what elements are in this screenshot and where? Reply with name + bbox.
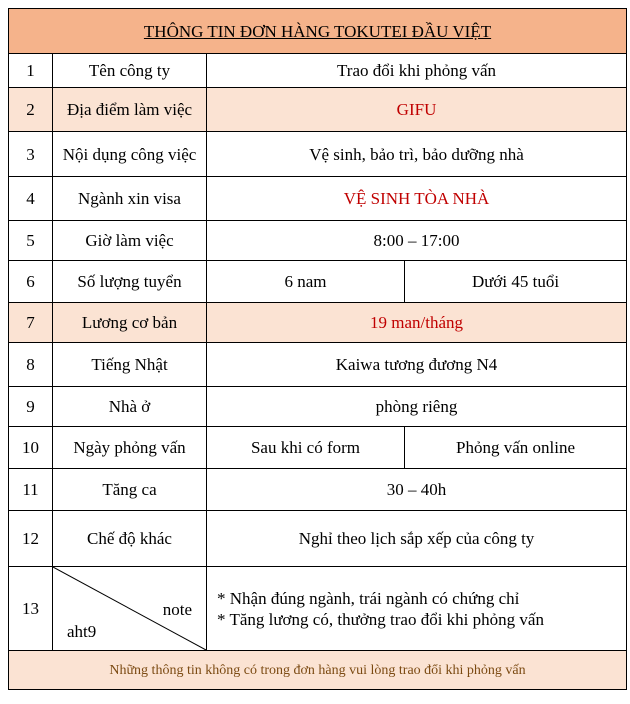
row-value: phòng riêng: [207, 387, 627, 427]
row-label: Ngành xin visa: [53, 177, 207, 221]
row-value: 19 man/tháng: [207, 303, 627, 343]
row-value-b: Phỏng vấn online: [405, 427, 627, 469]
footer-note: Những thông tin không có trong đơn hàng vui lòng trao đổi khi phỏng vấn: [9, 651, 627, 690]
row-number: 4: [9, 177, 53, 221]
row-value: 8:00 – 17:00: [207, 221, 627, 261]
row-label: Ngày phỏng vấn: [53, 427, 207, 469]
row-label: Số lượng tuyển: [53, 261, 207, 303]
table-title: [9, 9, 627, 54]
row-number: 6: [9, 261, 53, 303]
table-row: [9, 54, 627, 88]
table-row: [9, 88, 627, 132]
row-value-a: 6 nam: [207, 261, 405, 303]
row-number: 11: [9, 469, 53, 511]
note-line: * Tăng lương có, thưởng trao đổi khi phỏng vấn: [217, 609, 544, 629]
row-number: 13: [9, 567, 53, 651]
note-line: * Nhận đúng ngành, trái ngành có chứng chỉ: [217, 588, 520, 608]
row-value: Nghỉ theo lịch sắp xếp của công ty: [207, 511, 627, 567]
row-number: 1: [9, 54, 53, 88]
job-order-table: [8, 8, 627, 690]
row-value: GIFU: [207, 88, 627, 132]
notes-cell: [207, 567, 627, 651]
table-row: [9, 261, 627, 303]
table-row: [9, 343, 627, 387]
row-number: 2: [9, 88, 53, 132]
row-value: 30 – 40h: [207, 469, 627, 511]
row-label: Nhà ở: [53, 387, 207, 427]
diagonal-cell: [53, 567, 207, 651]
table-row: [9, 132, 627, 177]
row-label: Giờ làm việc: [53, 221, 207, 261]
table-row: [9, 303, 627, 343]
row-value: Vệ sinh, bảo trì, bảo dưỡng nhà: [207, 132, 627, 177]
row-number: 7: [9, 303, 53, 343]
row-number: 10: [9, 427, 53, 469]
table-row: [9, 469, 627, 511]
table-row: [9, 177, 627, 221]
row-number: 12: [9, 511, 53, 567]
diagonal-bottom-label: aht9: [67, 622, 97, 641]
row-value-b: Dưới 45 tuổi: [405, 261, 627, 303]
row-value: Trao đổi khi phỏng vấn: [207, 54, 627, 88]
row-label: Tên công ty: [53, 54, 207, 88]
row-number: 5: [9, 221, 53, 261]
row-number: 3: [9, 132, 53, 177]
table-row: [9, 567, 627, 651]
table-row: [9, 511, 627, 567]
row-value: VỆ SINH TÒA NHÀ: [207, 177, 627, 221]
table-row: [9, 387, 627, 427]
row-value-a: Sau khi có form: [207, 427, 405, 469]
row-number: 8: [9, 343, 53, 387]
row-label: Tăng ca: [53, 469, 207, 511]
row-label: Tiếng Nhật: [53, 343, 207, 387]
row-label: Nội dụng công việc: [53, 132, 207, 177]
row-label: Địa điểm làm việc: [53, 88, 207, 132]
row-value: Kaiwa tương đương N4: [207, 343, 627, 387]
diagonal-top-label: note: [162, 600, 192, 619]
table-row: [9, 427, 627, 469]
row-label: Lương cơ bản: [53, 303, 207, 343]
table-row: [9, 221, 627, 261]
title-text: THÔNG TIN ĐƠN HÀNG TOKUTEI ĐẦU VIỆT: [143, 21, 492, 41]
row-number: 9: [9, 387, 53, 427]
row-label: Chế độ khác: [53, 511, 207, 567]
